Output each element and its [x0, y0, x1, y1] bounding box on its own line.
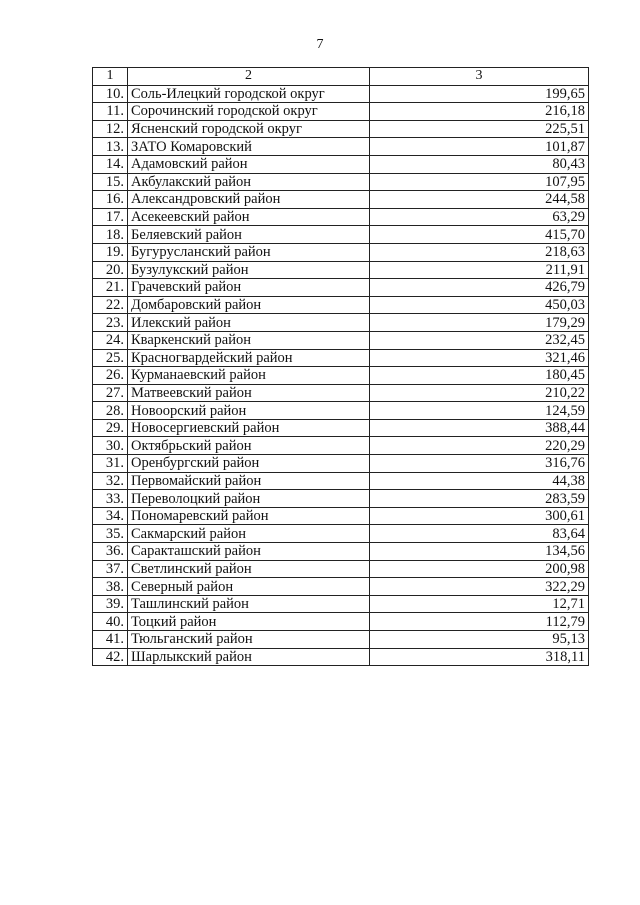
row-value-cell: 321,46	[370, 349, 589, 367]
table-row	[93, 490, 589, 508]
row-name-cell: Пономаревский район	[128, 507, 370, 525]
row-number-cell: 23.	[93, 314, 128, 332]
row-name-cell: Акбулакский район	[128, 173, 370, 191]
table-header-row	[93, 68, 589, 86]
row-name-cell: Северный район	[128, 578, 370, 596]
row-number-cell: 28.	[93, 402, 128, 420]
table-row	[93, 120, 589, 138]
row-value-cell: 112,79	[370, 613, 589, 631]
table-row	[93, 191, 589, 209]
row-value-cell: 211,91	[370, 261, 589, 279]
row-value-cell: 101,87	[370, 138, 589, 156]
row-name-cell: Александровский район	[128, 191, 370, 209]
row-value-cell: 124,59	[370, 402, 589, 420]
row-value-cell: 80,43	[370, 155, 589, 173]
row-number-cell: 26.	[93, 367, 128, 385]
row-value-cell: 200,98	[370, 560, 589, 578]
row-value-cell: 216,18	[370, 103, 589, 121]
row-value-cell: 450,03	[370, 296, 589, 314]
row-name-cell: Первомайский район	[128, 472, 370, 490]
row-value-cell: 218,63	[370, 243, 589, 261]
table-row	[93, 279, 589, 297]
table-row	[93, 314, 589, 332]
row-number-cell: 14.	[93, 155, 128, 173]
row-name-cell: Ясненский городской округ	[128, 120, 370, 138]
row-name-cell: Сорочинский городской округ	[128, 103, 370, 121]
table-row	[93, 138, 589, 156]
row-value-cell: 44,38	[370, 472, 589, 490]
row-number-cell: 31.	[93, 455, 128, 473]
row-number-cell: 12.	[93, 120, 128, 138]
row-name-cell: Саракташский район	[128, 543, 370, 561]
table-row	[93, 419, 589, 437]
table-row	[93, 543, 589, 561]
table-row	[93, 208, 589, 226]
row-name-cell: Домбаровский район	[128, 296, 370, 314]
table-row	[93, 455, 589, 473]
row-value-cell: 318,11	[370, 648, 589, 666]
row-value-cell: 199,65	[370, 85, 589, 103]
table-row	[93, 648, 589, 666]
row-number-cell: 34.	[93, 507, 128, 525]
row-number-cell: 29.	[93, 419, 128, 437]
row-name-cell: Переволоцкий район	[128, 490, 370, 508]
row-number-cell: 16.	[93, 191, 128, 209]
table-row	[93, 173, 589, 191]
row-number-cell: 33.	[93, 490, 128, 508]
table-row	[93, 367, 589, 385]
column-header-name: 2	[128, 68, 370, 86]
row-value-cell: 95,13	[370, 631, 589, 649]
row-value-cell: 83,64	[370, 525, 589, 543]
row-name-cell: Шарлыкский район	[128, 648, 370, 666]
row-name-cell: Матвеевский район	[128, 384, 370, 402]
row-value-cell: 179,29	[370, 314, 589, 332]
row-name-cell: Оренбургский район	[128, 455, 370, 473]
row-name-cell: ЗАТО Комаровский	[128, 138, 370, 156]
row-number-cell: 17.	[93, 208, 128, 226]
row-number-cell: 39.	[93, 595, 128, 613]
row-value-cell: 134,56	[370, 543, 589, 561]
table-row	[93, 402, 589, 420]
row-value-cell: 12,71	[370, 595, 589, 613]
row-name-cell: Светлинский район	[128, 560, 370, 578]
row-name-cell: Тюльганский район	[128, 631, 370, 649]
row-name-cell: Соль-Илецкий городской округ	[128, 85, 370, 103]
row-value-cell: 180,45	[370, 367, 589, 385]
row-number-cell: 15.	[93, 173, 128, 191]
table-row	[93, 560, 589, 578]
row-name-cell: Бугурусланский район	[128, 243, 370, 261]
row-value-cell: 232,45	[370, 331, 589, 349]
row-name-cell: Грачевский район	[128, 279, 370, 297]
row-name-cell: Ташлинский район	[128, 595, 370, 613]
row-name-cell: Октябрьский район	[128, 437, 370, 455]
row-name-cell: Курманаевский район	[128, 367, 370, 385]
table-row	[93, 472, 589, 490]
table-row	[93, 243, 589, 261]
table-row	[93, 595, 589, 613]
row-number-cell: 18.	[93, 226, 128, 244]
row-value-cell: 63,29	[370, 208, 589, 226]
table-row	[93, 261, 589, 279]
page-number: 7	[316, 37, 324, 52]
row-name-cell: Новосергиевский район	[128, 419, 370, 437]
row-number-cell: 19.	[93, 243, 128, 261]
table-row	[93, 384, 589, 402]
table-row	[93, 613, 589, 631]
row-name-cell: Асекеевский район	[128, 208, 370, 226]
row-value-cell: 220,29	[370, 437, 589, 455]
row-number-cell: 22.	[93, 296, 128, 314]
row-name-cell: Тоцкий район	[128, 613, 370, 631]
row-number-cell: 38.	[93, 578, 128, 596]
row-number-cell: 36.	[93, 543, 128, 561]
row-value-cell: 322,29	[370, 578, 589, 596]
row-number-cell: 21.	[93, 279, 128, 297]
row-value-cell: 283,59	[370, 490, 589, 508]
row-name-cell: Новоорский район	[128, 402, 370, 420]
column-header-number: 1	[93, 68, 128, 86]
table-row	[93, 525, 589, 543]
row-name-cell: Красногвардейский район	[128, 349, 370, 367]
row-number-cell: 41.	[93, 631, 128, 649]
row-name-cell: Кваркенский район	[128, 331, 370, 349]
row-number-cell: 11.	[93, 103, 128, 121]
table-row	[93, 85, 589, 103]
table-row	[93, 296, 589, 314]
row-value-cell: 388,44	[370, 419, 589, 437]
row-number-cell: 30.	[93, 437, 128, 455]
row-value-cell: 426,79	[370, 279, 589, 297]
row-number-cell: 24.	[93, 331, 128, 349]
row-number-cell: 25.	[93, 349, 128, 367]
column-header-value: 3	[370, 68, 589, 86]
row-name-cell: Бузулукский район	[128, 261, 370, 279]
row-value-cell: 244,58	[370, 191, 589, 209]
table-row	[93, 331, 589, 349]
table-row	[93, 226, 589, 244]
table-row	[93, 437, 589, 455]
table-row	[93, 155, 589, 173]
row-number-cell: 32.	[93, 472, 128, 490]
row-number-cell: 13.	[93, 138, 128, 156]
row-value-cell: 415,70	[370, 226, 589, 244]
row-number-cell: 27.	[93, 384, 128, 402]
row-value-cell: 210,22	[370, 384, 589, 402]
row-value-cell: 316,76	[370, 455, 589, 473]
row-number-cell: 37.	[93, 560, 128, 578]
row-number-cell: 42.	[93, 648, 128, 666]
row-value-cell: 107,95	[370, 173, 589, 191]
table-row	[93, 631, 589, 649]
row-number-cell: 35.	[93, 525, 128, 543]
row-number-cell: 10.	[93, 85, 128, 103]
row-value-cell: 225,51	[370, 120, 589, 138]
table-row	[93, 349, 589, 367]
row-number-cell: 40.	[93, 613, 128, 631]
row-name-cell: Сакмарский район	[128, 525, 370, 543]
row-name-cell: Беляевский район	[128, 226, 370, 244]
row-name-cell: Адамовский район	[128, 155, 370, 173]
table-body	[93, 68, 589, 666]
table-row	[93, 507, 589, 525]
table-row	[93, 578, 589, 596]
data-table	[92, 67, 589, 666]
row-number-cell: 20.	[93, 261, 128, 279]
row-name-cell: Илекский район	[128, 314, 370, 332]
row-value-cell: 300,61	[370, 507, 589, 525]
table-row	[93, 103, 589, 121]
